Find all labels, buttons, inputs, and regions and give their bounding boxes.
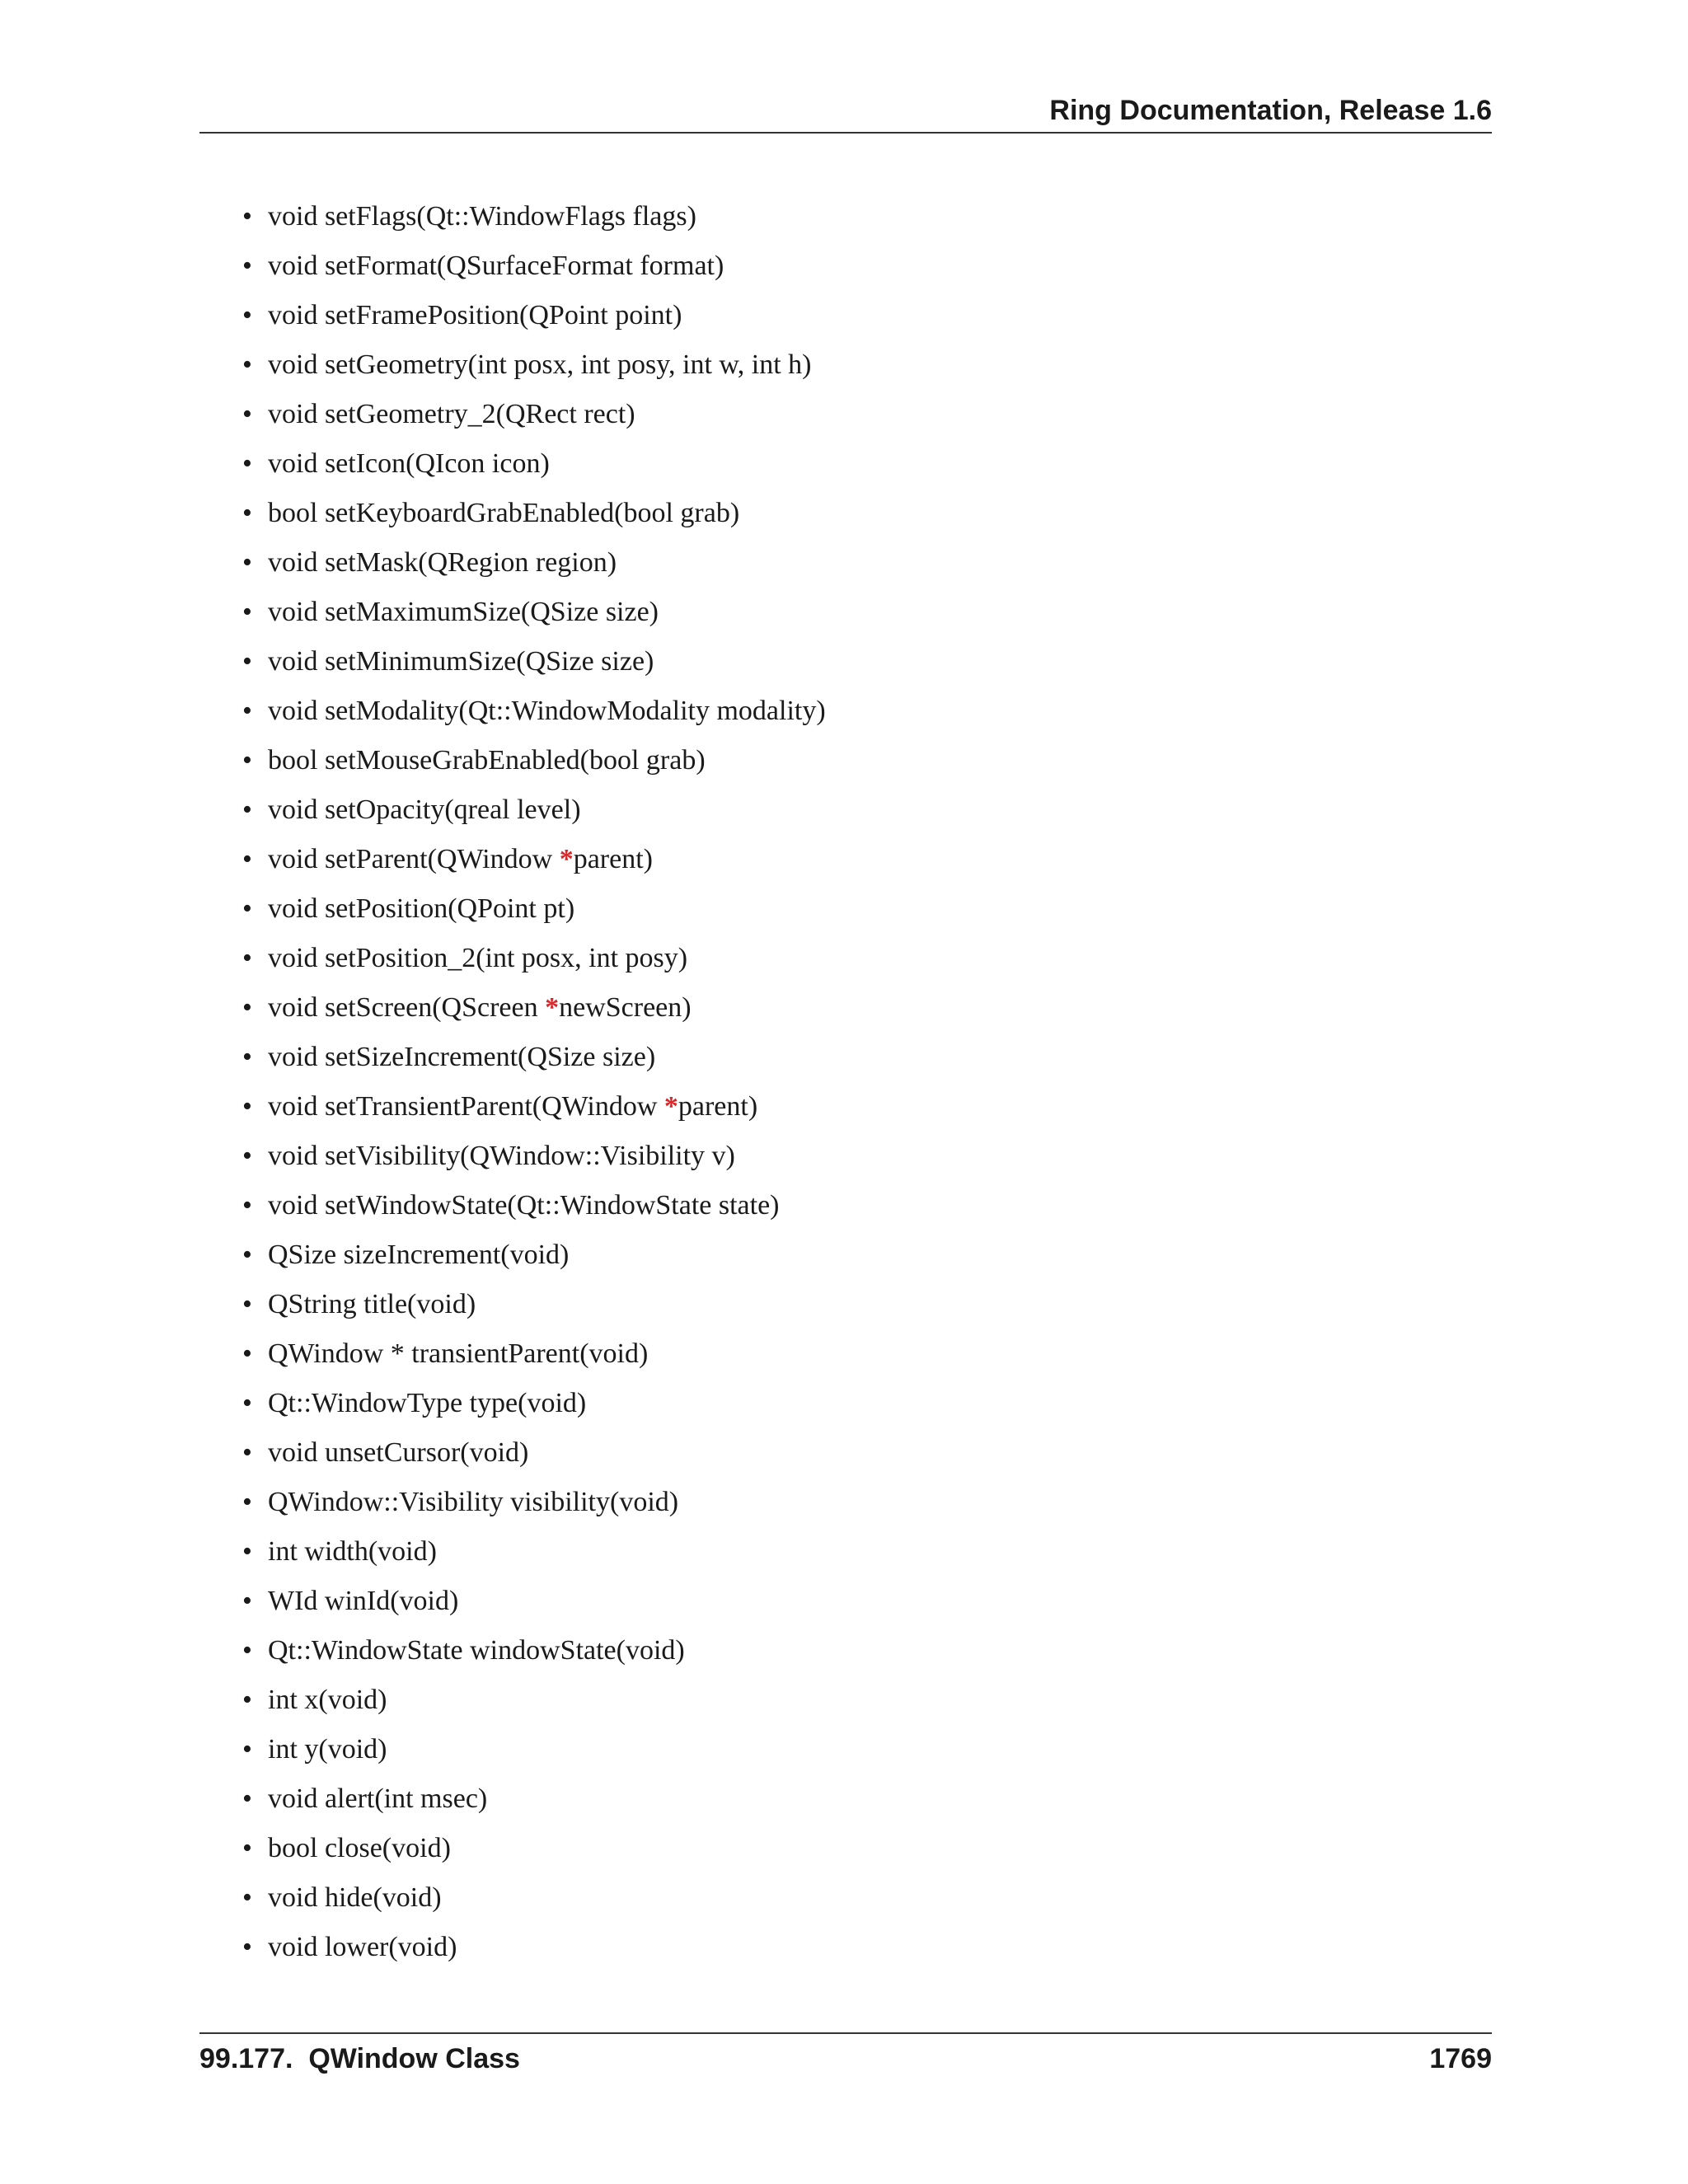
bullet-icon: • (242, 448, 252, 479)
method-signature: Qt::WindowState windowState(void) (268, 1635, 685, 1666)
method-signature: void setGeometry_2(QRect rect) (268, 399, 635, 429)
method-item (199, 1582, 1492, 1632)
method-item (199, 1088, 1492, 1137)
method-item (199, 1731, 1492, 1780)
method-item (199, 1137, 1492, 1187)
method-signature: void setGeometry(int posx, int posy, int w, int h) (268, 349, 812, 380)
method-item (199, 643, 1492, 692)
method-signature: void setModality(Qt::WindowModality modality) (268, 696, 826, 726)
pointer-asterisk: * (663, 1091, 678, 1122)
method-signature: void setPosition_2(int posx, int posy) (268, 943, 688, 973)
method-item (199, 1483, 1492, 1533)
method-item (199, 1681, 1492, 1731)
page-footer (199, 2032, 1492, 2079)
method-item (199, 198, 1492, 247)
bullet-icon: • (242, 794, 252, 825)
method-item (199, 1038, 1492, 1088)
method-item (199, 1632, 1492, 1681)
bullet-icon: • (242, 1338, 252, 1369)
bullet-icon: • (242, 1882, 252, 1913)
bullet-icon: • (242, 1240, 252, 1270)
pointer-asterisk: * (559, 844, 574, 874)
method-item (199, 445, 1492, 494)
bullet-icon: • (242, 547, 252, 578)
bullet-icon: • (242, 1190, 252, 1221)
method-item (199, 1187, 1492, 1236)
method-signature: void setMinimumSize(QSize size) (268, 646, 654, 677)
method-signature: void setOpacity(qreal level) (268, 794, 581, 825)
method-signature: void unsetCursor(void) (268, 1437, 529, 1468)
method-item (199, 1929, 1492, 1978)
method-signature: bool setMouseGrabEnabled(bool grab) (268, 745, 706, 776)
method-signature: QWindow * transientParent(void) (268, 1338, 649, 1369)
method-item (199, 1434, 1492, 1483)
page-header (199, 91, 1492, 134)
bullet-icon: • (242, 597, 252, 627)
method-signature: void setTransientParent(QWindow (268, 1091, 664, 1122)
bullet-icon: • (242, 1289, 252, 1319)
bullet-icon: • (242, 1042, 252, 1072)
method-signature: void setMask(QRegion region) (268, 547, 617, 578)
bullet-icon: • (242, 349, 252, 380)
method-item (199, 1385, 1492, 1434)
method-item (199, 1335, 1492, 1385)
method-signature-rest: parent) (678, 1091, 758, 1122)
bullet-icon: • (242, 696, 252, 726)
bullet-icon: • (242, 1586, 252, 1616)
method-signature: int y(void) (268, 1734, 387, 1765)
method-signature-rest: newScreen) (559, 992, 692, 1023)
bullet-icon: • (242, 201, 252, 232)
method-signature: void setFramePosition(QPoint point) (268, 300, 682, 330)
method-signature: QSize sizeIncrement(void) (268, 1240, 570, 1270)
bullet-icon: • (242, 1091, 252, 1122)
method-item (199, 494, 1492, 544)
method-signature: void setFlags(Qt::WindowFlags flags) (268, 201, 696, 232)
pointer-asterisk: * (545, 992, 560, 1023)
method-signature: bool close(void) (268, 1833, 451, 1863)
bullet-icon: • (242, 745, 252, 776)
bullet-icon: • (242, 399, 252, 429)
method-signature: void setSizeIncrement(QSize size) (268, 1042, 656, 1072)
bullet-icon: • (242, 1141, 252, 1171)
method-item (199, 1286, 1492, 1335)
method-item (199, 940, 1492, 989)
method-list (199, 198, 1492, 1978)
bullet-icon: • (242, 1437, 252, 1468)
method-signature: bool setKeyboardGrabEnabled(bool grab) (268, 498, 740, 528)
method-item (199, 346, 1492, 396)
bullet-icon: • (242, 992, 252, 1023)
method-item (199, 989, 1492, 1038)
bullet-icon: • (242, 1536, 252, 1567)
method-signature: void alert(int msec) (268, 1783, 488, 1814)
bullet-icon: • (242, 1388, 252, 1418)
bullet-icon: • (242, 844, 252, 874)
method-item (199, 791, 1492, 841)
bullet-icon: • (242, 1685, 252, 1715)
bullet-icon: • (242, 1487, 252, 1517)
method-item (199, 742, 1492, 791)
method-item (199, 593, 1492, 643)
method-item (199, 1830, 1492, 1879)
method-item (199, 247, 1492, 297)
section-title: 99.177. QWindow Class (199, 2043, 520, 2074)
bullet-icon: • (242, 1734, 252, 1765)
bullet-icon: • (242, 646, 252, 677)
method-signature: void setFormat(QSurfaceFormat format) (268, 251, 724, 281)
method-signature: void setWindowState(Qt::WindowState state) (268, 1190, 780, 1221)
method-item (199, 890, 1492, 940)
method-item (199, 396, 1492, 445)
bullet-icon: • (242, 1783, 252, 1814)
bullet-icon: • (242, 1635, 252, 1666)
method-signature: void setVisibility(QWindow::Visibility v) (268, 1141, 735, 1171)
method-item (199, 1533, 1492, 1582)
method-item (199, 297, 1492, 346)
method-item (199, 1236, 1492, 1286)
bullet-icon: • (242, 943, 252, 973)
method-item (199, 1780, 1492, 1830)
method-item (199, 692, 1492, 742)
method-signature: Qt::WindowType type(void) (268, 1388, 587, 1418)
bullet-icon: • (242, 893, 252, 924)
method-signature: WId winId(void) (268, 1586, 459, 1616)
method-signature: void setMaximumSize(QSize size) (268, 597, 659, 627)
method-signature: QString title(void) (268, 1289, 476, 1319)
method-item (199, 1879, 1492, 1929)
method-signature: QWindow::Visibility visibility(void) (268, 1487, 679, 1517)
document-title: Ring Documentation, Release 1.6 (1049, 95, 1492, 126)
bullet-icon: • (242, 251, 252, 281)
method-signature: void setIcon(QIcon icon) (268, 448, 550, 479)
method-signature: void hide(void) (268, 1882, 442, 1913)
method-signature: int width(void) (268, 1536, 437, 1567)
bullet-icon: • (242, 1833, 252, 1863)
method-signature: int x(void) (268, 1685, 387, 1715)
page-number: 1769 (1429, 2043, 1492, 2074)
method-signature: void setScreen(QScreen (268, 992, 546, 1023)
method-signature: void lower(void) (268, 1932, 457, 1962)
method-signature: void setParent(QWindow (268, 844, 560, 874)
bullet-icon: • (242, 300, 252, 330)
method-signature-rest: parent) (573, 844, 653, 874)
method-item (199, 544, 1492, 593)
method-signature: void setPosition(QPoint pt) (268, 893, 575, 924)
bullet-icon: • (242, 1932, 252, 1962)
method-item (199, 841, 1492, 890)
bullet-icon: • (242, 498, 252, 528)
